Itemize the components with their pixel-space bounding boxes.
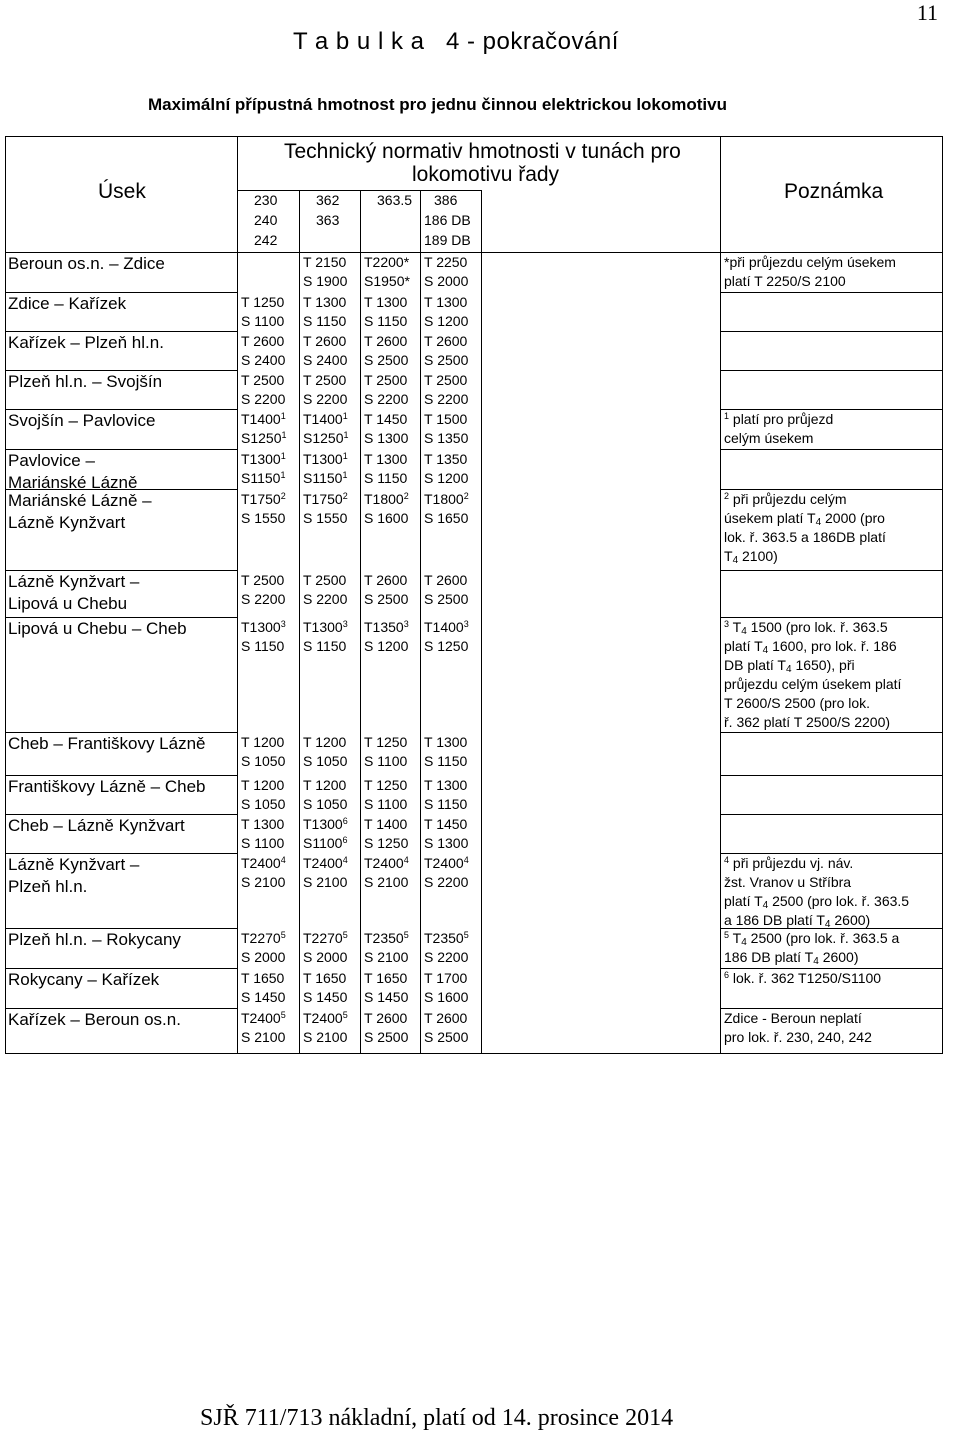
section-name: Svojšín – Pavlovice <box>8 411 156 430</box>
section-name: Lázně Kynžvart – <box>8 855 140 874</box>
weight-value: S 2100 <box>303 1029 348 1045</box>
weight-value: S1100$^6$ <box>303 835 348 851</box>
weight-value: T 2600 <box>241 333 285 349</box>
weight-value: S 1900 <box>303 273 348 289</box>
section-name: Kařízek – Beroun os.n. <box>8 1010 181 1029</box>
weight-value: T 2500 <box>303 372 347 388</box>
note-line: platí T 2250/S 2100 <box>724 273 846 289</box>
weight-value: S 2200 <box>303 391 348 407</box>
weight-value: S 2000 <box>303 949 348 965</box>
weight-value: T 2600 <box>424 1010 468 1026</box>
value-column-divider <box>481 190 482 1054</box>
weight-value: T 1300 <box>364 294 408 310</box>
series-label: 230 <box>254 192 278 208</box>
weight-value: S 1550 <box>303 510 348 526</box>
note-line: T 2600/S 2500 (pro lok. <box>724 695 871 711</box>
weight-value: T1400$^1$ <box>303 411 348 427</box>
weight-value: S 1100 <box>364 796 408 812</box>
series-label: 386 <box>434 192 458 208</box>
weight-value: T 1300 <box>424 734 468 750</box>
weight-value: T1400$^1$ <box>241 411 286 427</box>
weight-value: T2270$^5$ <box>241 930 286 946</box>
value-column-divider <box>360 190 361 1054</box>
weight-value: S 1150 <box>303 313 347 329</box>
weight-value: S1950* <box>364 273 410 289</box>
weight-value: S 1200 <box>364 638 409 654</box>
weight-value: S 1150 <box>241 638 285 654</box>
weight-value: T2400$^5$ <box>241 1010 286 1026</box>
weight-value: S 1050 <box>303 796 348 812</box>
weight-value: S 1550 <box>241 510 286 526</box>
weight-value: S 1150 <box>424 753 468 769</box>
weight-value: T2350$^5$ <box>364 930 409 946</box>
weight-value: T1800$^2$ <box>424 491 469 507</box>
row-divider <box>720 370 943 371</box>
note-line: $^4$ při průjezdu vj. náv. <box>724 855 854 871</box>
weight-value: T 1200 <box>241 734 285 750</box>
weight-value: T2400$^4$ <box>424 855 469 871</box>
note-line: průjezdu celým úsekem platí <box>724 676 902 692</box>
weight-value: S 1450 <box>364 989 409 1005</box>
series-label: 242 <box>254 232 278 248</box>
series-label: 362 <box>316 192 340 208</box>
weight-value: S 1250 <box>364 835 409 851</box>
note-line: platí T4 1600, pro lok. ř. 186 <box>724 638 897 656</box>
weight-value: S 1450 <box>241 989 286 1005</box>
weight-value: S 1100 <box>241 313 285 329</box>
row-divider <box>720 292 943 293</box>
table-subtitle: Maximální přípustná hmotnost pro jednu činnou elektrickou lokomotivu <box>148 95 727 114</box>
note-line: úsekem platí T4 2000 (pro <box>724 510 885 528</box>
weight-value: S 2100 <box>364 874 409 890</box>
note-line: platí T4 2500 (pro lok. ř. 363.5 <box>724 893 910 911</box>
weight-value: T1300$^1$ <box>241 451 286 467</box>
weight-value: T 2500 <box>364 372 408 388</box>
note-line: 186 DB platí T4 2600) <box>724 949 859 967</box>
section-name: Plzeň hl.n. – Svojšín <box>8 372 163 391</box>
weight-value: T1300$^6$ <box>303 816 348 832</box>
series-label: 363.5 <box>377 192 413 208</box>
weight-value: T 2250 <box>424 254 468 270</box>
note-line: žst. Vranov u Stříbra <box>724 874 852 890</box>
weight-value: T 1200 <box>303 734 347 750</box>
weight-value: S 1600 <box>424 989 469 1005</box>
weight-value: S 2500 <box>364 352 409 368</box>
weight-value: T 1250 <box>364 734 408 750</box>
weight-value: S 1350 <box>424 430 469 446</box>
weight-value: S 2100 <box>241 1029 286 1045</box>
header-usek: Úsek <box>98 180 146 203</box>
weight-value: S1250$^1$ <box>303 430 349 446</box>
weight-value: T2400$^4$ <box>241 855 286 871</box>
row-divider <box>720 570 943 571</box>
note-line: Zdice - Beroun neplatí <box>724 1010 862 1026</box>
row-divider <box>720 732 943 733</box>
weight-value: S 1150 <box>364 470 408 486</box>
column-divider <box>237 136 238 1054</box>
weight-value: T1350$^3$ <box>364 619 409 635</box>
weight-value: S 2200 <box>424 949 469 965</box>
weight-value: T 1300 <box>364 451 408 467</box>
weight-value: S1150$^1$ <box>303 470 348 486</box>
note-line: celým úsekem <box>724 430 814 446</box>
weight-value: T 1650 <box>241 970 285 986</box>
weight-value: S 1050 <box>303 753 348 769</box>
weight-value: T 1650 <box>303 970 347 986</box>
value-column-divider <box>420 190 421 1054</box>
section-name: Cheb – Lázně Kynžvart <box>8 816 185 835</box>
weight-value: S 2500 <box>424 1029 469 1045</box>
row-divider <box>720 449 943 450</box>
header-normativ: Technický normativ hmotnosti v tunách pro <box>284 140 681 163</box>
weight-value: T 2600 <box>364 1010 408 1026</box>
weight-value: T 1700 <box>424 970 468 986</box>
weight-value: T 1400 <box>364 816 408 832</box>
note-line: DB platí T4 1650), při <box>724 657 855 675</box>
section-name: Plzeň hl.n. – Rokycany <box>8 930 181 949</box>
row-divider <box>720 814 943 815</box>
section-name: Pavlovice – <box>8 451 95 470</box>
weight-value: T 1300 <box>241 816 285 832</box>
weight-value: T 1300 <box>424 777 468 793</box>
footer: SJŘ 711/713 nákladní, platí od 14. prosince 2014 <box>200 1405 674 1431</box>
series-label: 186 DB <box>424 212 471 228</box>
value-column-divider <box>299 190 300 1054</box>
weight-value: T 2600 <box>364 572 408 588</box>
weight-value: S 2100 <box>303 874 348 890</box>
series-label: 240 <box>254 212 278 228</box>
header-poznamka: Poznámka <box>784 180 884 203</box>
weight-value: T1400$^3$ <box>424 619 469 635</box>
weight-value: S 2200 <box>241 591 286 607</box>
weight-value: S 1150 <box>303 638 347 654</box>
section-name: Lipová u Chebu <box>8 594 128 613</box>
weight-value: S 1650 <box>424 510 469 526</box>
weight-value: T2270$^5$ <box>303 930 348 946</box>
weight-value: T2400$^4$ <box>303 855 348 871</box>
weight-value: T 2500 <box>241 572 285 588</box>
column-divider <box>720 136 721 1054</box>
weight-value: S 2200 <box>424 874 469 890</box>
weight-value: S 2200 <box>241 391 286 407</box>
weight-value: S 2000 <box>424 273 469 289</box>
note-line: T4 2100) <box>724 548 778 566</box>
weight-value: T1750$^2$ <box>303 491 348 507</box>
section-name: Rokycany – Kařízek <box>8 970 160 989</box>
weight-value: T 2600 <box>364 333 408 349</box>
weight-value: T 1200 <box>241 777 285 793</box>
note-line: $^2$ při průjezdu celým <box>724 491 847 507</box>
weight-value: S 1200 <box>424 313 469 329</box>
weight-value: S 1450 <box>303 989 348 1005</box>
section-name: Lázně Kynžvart <box>8 513 126 532</box>
weight-value: S 2200 <box>424 391 469 407</box>
weight-value: T2400$^4$ <box>364 855 409 871</box>
section-name: Kařízek – Plzeň hl.n. <box>8 333 164 352</box>
weight-value: S 1150 <box>424 796 468 812</box>
section-name: Mariánské Lázně <box>8 473 138 492</box>
weight-value: S 2200 <box>364 391 409 407</box>
weight-value: S 2100 <box>241 874 286 890</box>
section-name: Beroun os.n. – Zdice <box>8 254 165 273</box>
weight-value: T 2600 <box>424 333 468 349</box>
weight-value: T 1450 <box>364 411 408 427</box>
weight-value: S1150$^1$ <box>241 470 286 486</box>
note-line: pro lok. ř. 230, 240, 242 <box>724 1029 872 1045</box>
weight-value: S 1100 <box>364 753 408 769</box>
weight-value: S 2100 <box>364 949 409 965</box>
section-name: Lázně Kynžvart – <box>8 572 140 591</box>
weight-value: T 2150 <box>303 254 347 270</box>
weight-value: T1750$^2$ <box>241 491 286 507</box>
row-divider <box>720 775 943 776</box>
series-divider <box>237 190 481 191</box>
weight-value: T 1250 <box>364 777 408 793</box>
note-line: $^3$ T4 1500 (pro lok. ř. 363.5 <box>724 619 888 637</box>
weight-value: T1300$^3$ <box>241 619 286 635</box>
section-name: Zdice – Kařízek <box>8 294 127 313</box>
row-divider <box>720 331 943 332</box>
weight-value: T1300$^1$ <box>303 451 348 467</box>
weight-value: T 1300 <box>424 294 468 310</box>
weight-value: S 2500 <box>424 591 469 607</box>
weight-value: T 1500 <box>424 411 468 427</box>
page-title: T a b u l k a 4 - pokračování <box>293 28 619 55</box>
note-line: *při průjezdu celým úsekem <box>724 254 896 270</box>
weight-value: T1800$^2$ <box>364 491 409 507</box>
weight-value: T 2500 <box>241 372 285 388</box>
weight-value: S 1300 <box>364 430 409 446</box>
weight-value: T 1650 <box>364 970 408 986</box>
weight-value: S 1250 <box>424 638 469 654</box>
weight-value: S 1050 <box>241 753 286 769</box>
series-label: 189 DB <box>424 232 471 248</box>
section-name: Lipová u Chebu – Cheb <box>8 619 187 638</box>
weight-value: S 1100 <box>241 835 285 851</box>
section-name: Mariánské Lázně – <box>8 491 152 510</box>
weight-value: S 2400 <box>241 352 286 368</box>
weight-value: S 1050 <box>241 796 286 812</box>
weight-value: S 2500 <box>364 591 409 607</box>
weight-value: T 2600 <box>424 572 468 588</box>
section-name: Plzeň hl.n. <box>8 877 88 896</box>
weight-value: T 1200 <box>303 777 347 793</box>
weight-value: S 1600 <box>364 510 409 526</box>
note-line: $^5$ T4 2500 (pro lok. ř. 363.5 a <box>724 930 900 948</box>
section-name: Františkovy Lázně – Cheb <box>8 777 206 796</box>
weight-value: T 2600 <box>303 333 347 349</box>
weight-value: T2200* <box>364 254 410 270</box>
section-name: Cheb – Františkovy Lázně <box>8 734 206 753</box>
weight-value: S 2500 <box>424 352 469 368</box>
weight-value: T 1450 <box>424 816 468 832</box>
page-number: 11 <box>916 0 938 25</box>
note-line: a 186 DB platí T4 2600) <box>724 912 871 930</box>
weight-value: T 2500 <box>303 572 347 588</box>
note-line: $^6$ lok. ř. 362 T1250/S1100 <box>724 970 882 986</box>
weight-value: T 1250 <box>241 294 285 310</box>
weight-value: T1300$^3$ <box>303 619 348 635</box>
header-normativ-2: lokomotivu řady <box>412 163 560 186</box>
note-line: lok. ř. 363.5 a 186DB platí <box>724 529 886 545</box>
weight-value: S 2200 <box>303 591 348 607</box>
weight-value: S 1200 <box>424 470 469 486</box>
series-label: 363 <box>316 212 340 228</box>
weight-value: T 1300 <box>303 294 347 310</box>
weight-value: S1250$^1$ <box>241 430 287 446</box>
note-line: ř. 362 platí T 2500/S 2200) <box>724 714 891 730</box>
weight-value: S 2000 <box>241 949 286 965</box>
note-line: $^1$ platí pro průjezd <box>724 411 834 427</box>
weight-value: S 2500 <box>364 1029 409 1045</box>
weight-value: T 1350 <box>424 451 468 467</box>
weight-value: T2400$^5$ <box>303 1010 348 1026</box>
weight-value: S 2400 <box>303 352 348 368</box>
weight-value: T 2500 <box>424 372 468 388</box>
weight-value: S 1300 <box>424 835 469 851</box>
weight-value: S 1150 <box>364 313 408 329</box>
weight-value: T2350$^5$ <box>424 930 469 946</box>
